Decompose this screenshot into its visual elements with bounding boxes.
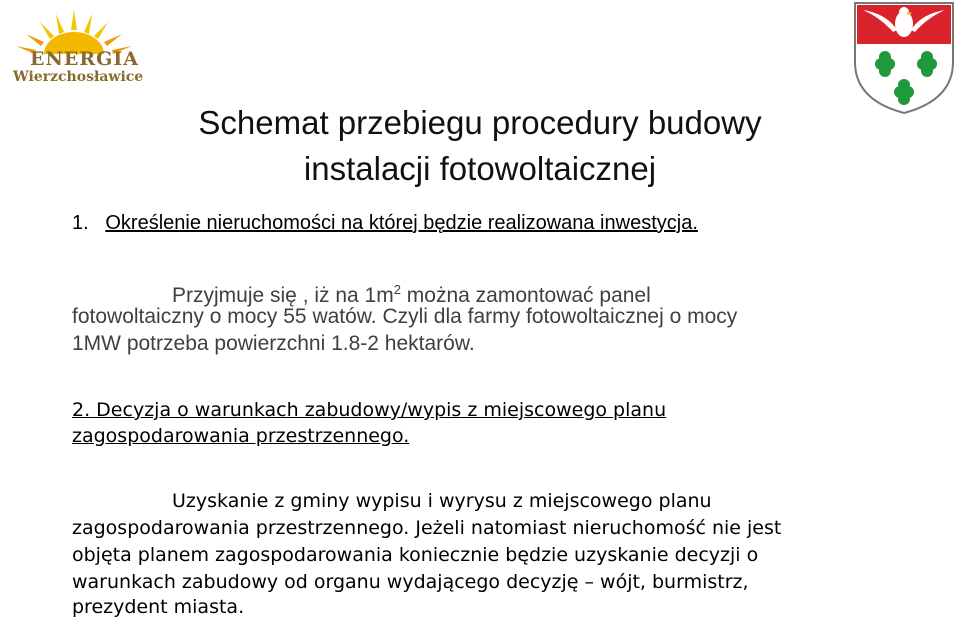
page-title-line-2: instalacji fotowoltaicznej (303, 150, 657, 187)
para-2-line-5: prezydent miasta. (72, 596, 245, 618)
logo-brand-text: ENERGIA (30, 48, 139, 70)
step-2-number: 2. (72, 399, 91, 421)
page-title: Schemat przebiegu procedury budowy (198, 104, 762, 141)
step-1-heading (72, 210, 698, 236)
municipal-coat-of-arms-icon (851, 0, 957, 116)
para-1-line-2: fotowoltaiczny o mocy 55 watów. Czyli dla farmy fotowoltaicznej o mocy (72, 305, 738, 328)
energia-logo (4, 8, 144, 86)
para-2-line-1: Uzyskanie z gminy wypisu i wyrysu z miejscowego planu (172, 490, 712, 512)
para-2-line-4: warunkach zabudowy od organu wydającego decyzję – wójt, burmistrz, (72, 571, 749, 593)
step-2-text-line-2: zagospodarowania przestrzennego. (72, 425, 410, 447)
step-1-number: 1. (72, 212, 89, 234)
para-2-line-3: objęta planem zagospodarowania koniecznie będzie uzyskanie decyzji o (72, 544, 759, 566)
para-2-line-2: zagospodarowania przestrzennego. Jeżeli natomiast nieruchomość nie jest (72, 517, 782, 539)
para-1-line-1: Przyjmuje się , iż na $1m^2$ można zamontować panel (172, 282, 651, 307)
para-1-line-3: 1MW potrzeba powierzchni 1.8-2 hektarów. (72, 332, 475, 355)
step-2-heading (72, 397, 666, 423)
logo-sub-text: Wierzchosławice (13, 69, 144, 85)
step-2-text-line-1: Decyzja o warunkach zabudowy/wypis z miejscowego planu (90, 399, 667, 421)
step-1-text: Określenie nieruchomości na której będzie realizowana inwestycja. (105, 212, 698, 234)
